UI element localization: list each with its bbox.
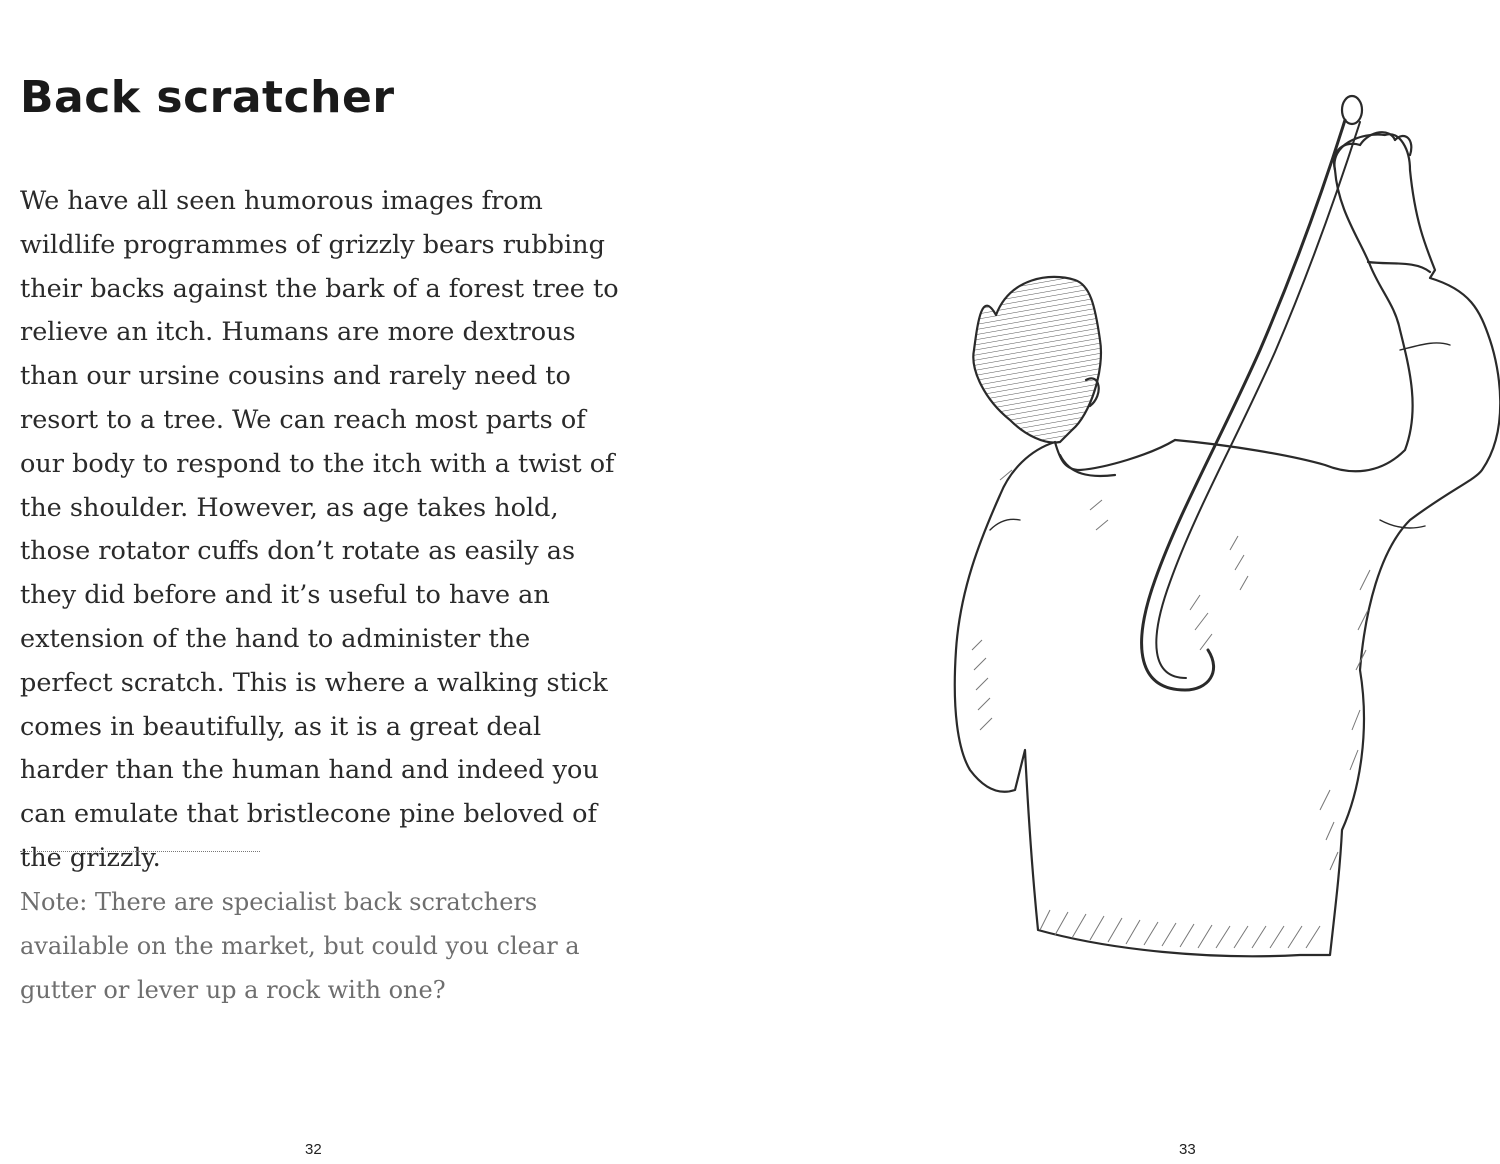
page-number-left: 32	[305, 1141, 322, 1158]
body-paragraph: We have all seen humorous images from wildlife programmes of grizzly bears rubbing their backs against the bark of a forest tree to relieve an itch. Humans are more dextrous than our ursine cousins and rarely need to resort to a tree. We can reach most parts of our body to respond to the itch with a twist of the shoulder. However, as age takes hold, those rotator cuffs don’t rotate as easily as they did before and it’s useful to have an extension of the hand to administer the perfect scratch. This is where a walking stick comes in beautifully, as it is a great deal harder than the human hand and indeed you can emulate that bristlecone pine beloved of the grizzly.	[20, 186, 619, 873]
torso-outline	[955, 134, 1500, 956]
page-title: Back scratcher	[20, 72, 395, 123]
note-text: Note: There are specialist back scratchers available on the market, but could you clear a gutter or lever up a rock with one?	[20, 888, 580, 1004]
right-page	[750, 0, 1500, 1164]
note-divider	[20, 851, 260, 852]
walking-stick	[1142, 120, 1345, 690]
page-number-right: 33	[1179, 1141, 1196, 1158]
man-scratching-back-illustration	[890, 50, 1500, 1000]
head-outline	[973, 277, 1101, 443]
